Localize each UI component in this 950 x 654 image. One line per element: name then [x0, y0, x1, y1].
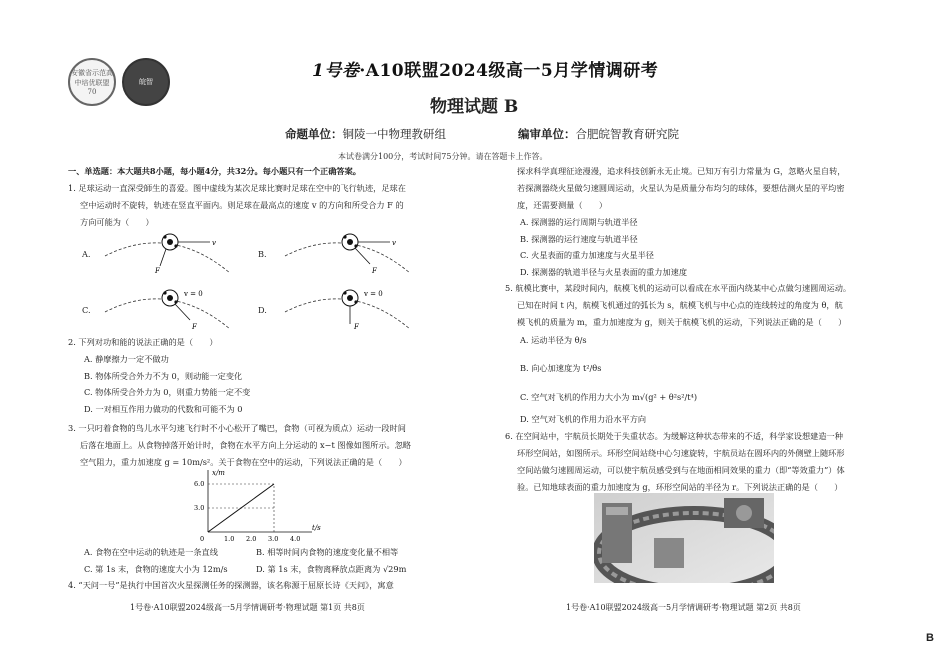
q5-line: 5. 航模比赛中，某段时间内，航模飞机的运动可以看成在水平面内绕某中心点做匀速圆周运动。: [505, 283, 852, 293]
seal-right-text: 皖智: [139, 78, 153, 86]
q1-line: 1. 足球运动一直深受師生的喜爱。图中虚线为某次足球比赛时足球在空中的飞行轨迹，足球在: [68, 183, 406, 193]
q5-line: 已知在时间 t 内，航模飞机通过的弧长为 s，航模飞机与中心点的连线转过的角度为 θ，航: [517, 300, 843, 310]
q5-option-d: D. 空气对飞机的作用力沿水平方向: [520, 414, 647, 424]
q3-line: 3. 一只叼着食物的鸟儿水平匀速飞行时不小心松开了嘴巴，食物（可视为质点）运动一段时间: [68, 423, 406, 433]
q1-figure-b: [280, 228, 410, 280]
subject-title: 物理试题 B: [430, 97, 519, 117]
q3-line: 空气阻力，重力加速度 g = 10m/s²。关于食物在空中的运动，下列说法正确的是（ ）: [80, 457, 407, 467]
question-2: [68, 334, 218, 351]
q3-option-c: C. 第 1s 末，食物的速度大小为 12m/s: [84, 564, 228, 574]
wanzhi-seal-logo: [122, 58, 170, 106]
q1-option-a-label: A.: [82, 249, 91, 259]
question-6: [505, 428, 905, 496]
question-5: [505, 280, 905, 331]
q1-figure-a: [100, 228, 230, 280]
question-4-start: 4. “天问一号”是执行中国首次火星探测任务的探测器，该名称源于屈原长诗《天问》，寓意: [68, 580, 394, 590]
q2-option-d: D. 一对相互作用力做功的代数和可能不为 0: [84, 403, 243, 414]
q3-line: 后落在地面上。从食物掉落开始计时，食物在水平方向上分运动的 x−t 图像如图所示。忽略: [80, 440, 412, 450]
q3-xt-chart: [180, 466, 330, 544]
q2-line: 2. 下列对功和能的说法正确的是（ ）: [68, 337, 218, 347]
q4-option-b: B. 探测器的运行速度与轨道半径: [520, 233, 638, 244]
q1-line: 方向可能为（ ）: [80, 217, 154, 227]
question-4-continued: [505, 163, 905, 214]
q1-option-c-label: C.: [82, 305, 91, 315]
exam-title: [312, 56, 658, 81]
fig-label-f: F: [372, 267, 377, 275]
seal-left-text: 安徽省示范高中培优联盟 70: [71, 69, 113, 96]
chart-y-tick-label: 3.0: [194, 504, 205, 512]
reviewer-value: 合肥皖智教育研究院: [575, 127, 679, 141]
chart-x-tick-label: 0: [200, 535, 205, 543]
q4-line: 若探测器绕火星做匀速圆周运动，火星认为是质量分布均匀的球体，要想估测火星的平均密: [517, 183, 845, 193]
q6-line: 6. 在空间站中，宇航员长期处于失重状态。为缓解这种状态带来的不适，科学家设想建造一种: [505, 431, 843, 441]
q3-option-b: B. 相等时间内食物的速度变化量不相等: [256, 547, 399, 557]
q1-figure-c: [100, 284, 230, 336]
q4-option-d: D. 探测器的轨道半径与火星表面的重力加速度: [520, 266, 688, 277]
q5-option-b: B. 向心加速度为 t²/θs: [520, 363, 602, 373]
space-station-image: [594, 493, 774, 583]
q3-option-a: A. 食物在空中运动的轨迹是一条直线: [84, 547, 218, 557]
q4-option-a: A. 探测器的运行周期与轨道半径: [520, 217, 638, 227]
q2-option-b: B. 物体所受合外力不为 0，则动能一定变化: [84, 370, 243, 381]
q2-option-c: C. 物体所受合外力为 0，则重力势能一定不变: [84, 387, 251, 397]
q1-figure-d: [280, 284, 410, 336]
footer-left: 1号卷·A10联盟2024级高一5月学情调研考·物理试题 第1页 共8页: [130, 603, 365, 612]
reviewer-label: 编审单位：: [518, 127, 576, 141]
question-3: [68, 420, 468, 471]
chart-x-tick-label: 1.0: [224, 535, 235, 543]
fig-label-v0: v = 0: [364, 290, 383, 298]
exam-title-text: ·A10联盟2024级高一5月学情调研考: [359, 61, 659, 81]
q4-options: [520, 214, 687, 280]
fig-label-f: F: [155, 267, 160, 275]
fig-label-v0: v = 0: [184, 290, 203, 298]
q5-line: 模飞机的质量为 m，重力加速度为 g，则关于航模飞机的运动，下列说法正确的是（ ）: [517, 317, 847, 327]
chart-y-label: x/m: [212, 469, 225, 477]
q6-line: 验。已知地球表面的重力加速度为 g，环形空间站的半径为 r。下列说法正确的是（ ）: [517, 482, 843, 492]
fig-label-v: v: [212, 239, 216, 247]
reviewer-line: [518, 126, 679, 142]
q6-line: 环形空间站，如图所示。环形空间站绕中心匀速旋转，宇航员站在圆环内的外侧壁上随环形: [517, 448, 845, 458]
proposer-value: 铜陵一中物理教研组: [342, 127, 446, 141]
proposer-line: [285, 126, 446, 142]
q4-option-c: C. 火星表面的重力加速度与火星半径: [520, 250, 654, 260]
q3-option-d: D. 第 1s 末，食物离释放点距离为 √29m: [256, 564, 407, 574]
alliance-seal-logo: [68, 58, 116, 106]
q1-option-d-label: D.: [258, 305, 267, 315]
q6-line: 空间站做匀速圆周运动，可以使宇航员感受到与在地面相同效果的重力（即“等效重力”）体: [517, 465, 845, 475]
fig-label-f: F: [192, 323, 197, 331]
fig-label-v: v: [392, 239, 396, 247]
fig-label-f: F: [354, 323, 359, 331]
chart-x-label: t/s: [312, 524, 321, 532]
question-1: [68, 180, 468, 231]
q1-line: 空中运动时不旋转，轨迹在竖直平面内。则足球在最高点的速度 v 的方向和所受合力 F 的: [80, 200, 404, 210]
footer-right: 1号卷·A10联盟2024级高一5月学情调研考·物理试题 第2页 共8页: [566, 603, 801, 612]
q1-option-b-label: B.: [258, 249, 267, 259]
chart-x-tick-label: 4.0: [290, 535, 301, 543]
corner-version-letter: B: [926, 632, 934, 644]
q2-option-a: A. 静摩擦力一定不做功: [84, 354, 169, 364]
proposer-label: 命题单位：: [285, 127, 343, 141]
chart-x-tick-label: 2.0: [246, 535, 257, 543]
chart-y-tick-label: 6.0: [194, 480, 205, 488]
section-heading: 一、单选题：本大题共8小题，每小题4分，共32分。每小题只有一个正确答案。: [68, 166, 361, 176]
q4-line: 探求科学真理征途漫漫，追求科技创新永无止境。已知万有引力常量为 G，忽略火星自转，: [517, 166, 846, 176]
q4-line: 度，还需要测量（ ）: [517, 200, 608, 210]
brand-logo-text: 1号卷: [312, 61, 360, 81]
q5-option-a: A. 运动半径为 θ/s: [520, 335, 587, 345]
exam-note: 本试卷满分100分，考试时间75分钟。请在答题卡上作答。: [338, 152, 548, 161]
q2-options: [84, 351, 250, 417]
q5-option-c: C. 空气对飞机的作用力大小为 m√(g² + θ²s²/t⁴): [520, 392, 698, 402]
chart-x-tick-label: 3.0: [268, 535, 279, 543]
